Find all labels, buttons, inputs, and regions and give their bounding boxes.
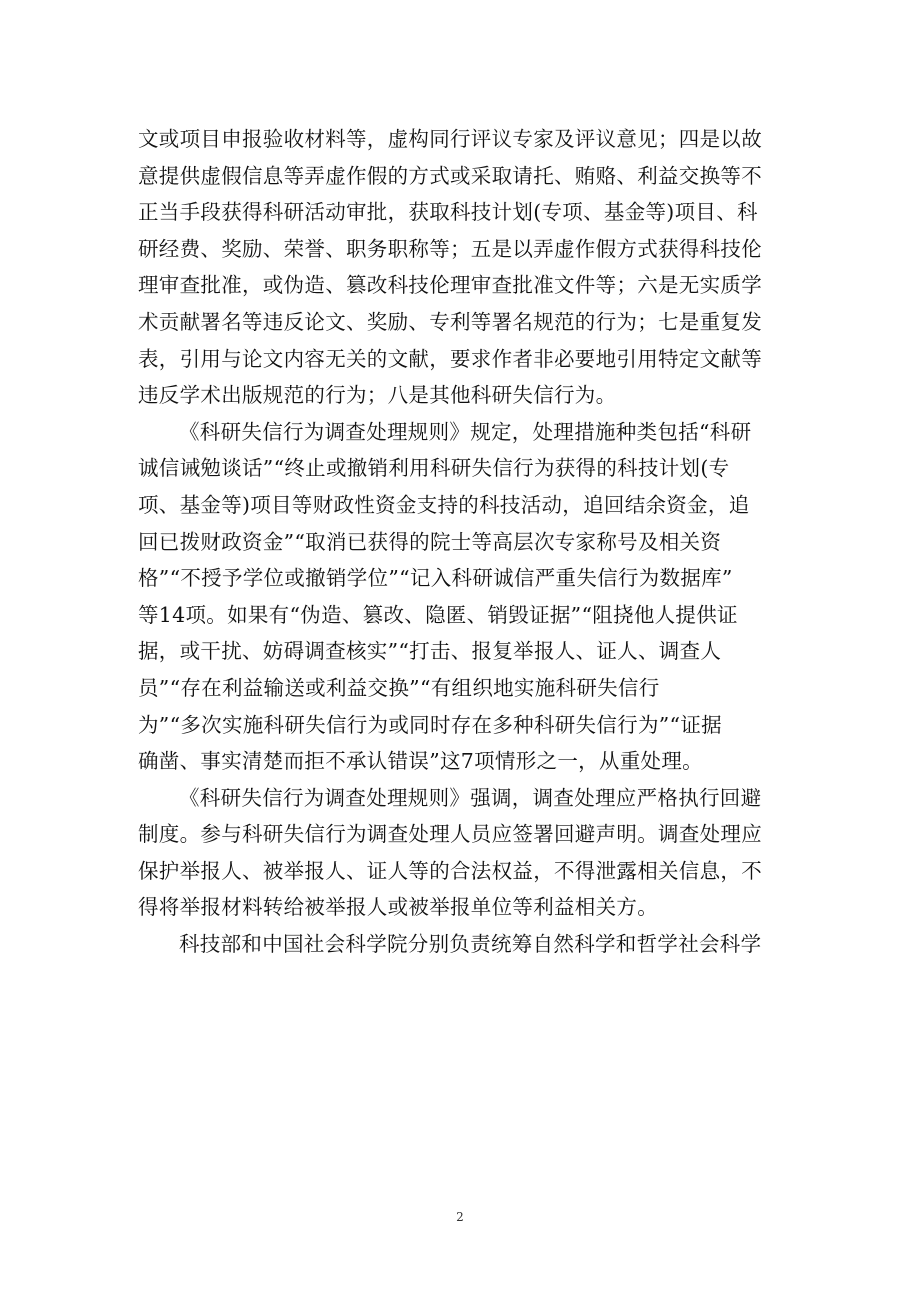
paragraph-4 xyxy=(138,926,788,963)
text-line: 保护举报人、被举报人、证人等的合法权益，不得泄露相关信息，不 xyxy=(138,858,762,883)
page-number: 2 xyxy=(456,1210,464,1224)
text-line: 术贡献署名等违反论文、奖励、专利等署名规范的行为；七是重复发 xyxy=(138,309,762,334)
text-line: 据，或干扰、妨碍调查核实”“打击、报复举报人、证人、调查人 xyxy=(138,639,722,664)
text-line: 项、基金等)项目等财政性资金支持的科技活动，追回结余资金，追 xyxy=(138,492,750,517)
text-line: 等14项。如果有“伪造、篡改、隐匿、销毁证据”“阻挠他人提供证 xyxy=(138,602,738,627)
text-line: 意提供虚假信息等弄虚作假的方式或采取请托、贿赂、利益交换等不 xyxy=(138,163,762,188)
text-line: 理审查批准，或伪造、篡改科技伦理审查批准文件等；六是无实质学 xyxy=(138,273,762,298)
text-line: 格”“不授予学位或撤销学位”“记入科研诚信严重失信行为数据库” xyxy=(138,566,733,591)
text-line: 确凿、事实清楚而拒不承认错误”这7项情形之一，从重处理。 xyxy=(138,749,703,774)
text-line: 回已拨财政资金”“取消已获得的院士等高层次专家称号及相关资 xyxy=(138,529,722,554)
text-line: 科技部和中国社会科学院分别负责统筹自然科学和哲学社会科学 xyxy=(179,932,762,957)
text-line: 为”“多次实施科研失信行为或同时存在多种科研失信行为”“证据 xyxy=(138,712,722,737)
text-line: 正当手段获得科研活动审批，获取科技计划(专项、基金等)项目、科 xyxy=(138,200,758,225)
document-body xyxy=(138,121,788,963)
text-line: 《科研失信行为调查处理规则》规定，处理措施种类包括“科研 xyxy=(179,419,752,444)
text-line: 研经费、奖励、荣誉、职务职称等；五是以弄虚作假方式获得科技伦 xyxy=(138,236,762,261)
text-line: 《科研失信行为调查处理规则》强调，调查处理应严格执行回避 xyxy=(179,785,762,810)
text-line: 文或项目申报验收材料等，虚构同行评议专家及评议意见；四是以故 xyxy=(138,127,762,151)
text-line: 表，引用与论文内容无关的文献，要求作者非必要地引用特定文献等 xyxy=(138,346,762,371)
paragraph-1 xyxy=(138,121,788,414)
text-line: 员”“存在利益输送或利益交换”“有组织地实施科研失信行 xyxy=(138,675,660,700)
paragraph-2 xyxy=(138,414,788,780)
text-line: 违反学术出版规范的行为；八是其他科研失信行为。 xyxy=(138,383,617,408)
paragraph-3 xyxy=(138,780,788,926)
text-line: 制度。参与科研失信行为调查处理人员应签署回避声明。调查处理应 xyxy=(138,822,762,847)
text-line: 得将举报材料转给被举报人或被举报单位等利益相关方。 xyxy=(138,895,658,920)
text-line: 诚信诫勉谈话”“终止或撤销利用科研失信行为获得的科技计划(专 xyxy=(138,456,730,481)
